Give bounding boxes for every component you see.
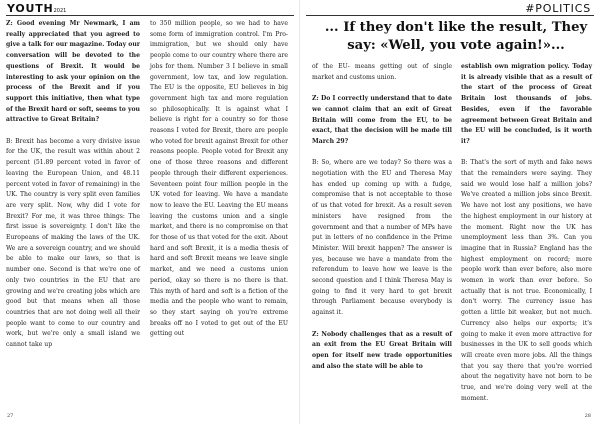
interview-question: Z: Do I correctly understand that to date we cannot claim that an exit of Great Britain will come from the EU, to be exact, that the decision will be made till March 29?	[312, 95, 452, 145]
interview-answer: to 350 million people, so we had to have some form of immigration control. I'm Pro-immigration, but we should only have people come to our country where there are jobs for them. Number 3 I believe in small government, low tax, and low regulation. The EU is the opposite, EU believes in big government high tax and more regulation so philosophically. It is against what I believe is right for a country so for those reasons I voted for Brexit, there are people who voted for brexit against Brexit for other reasons people. People voted for Brexit any one of those three reasons and different people through their different experiences. Seventeen point four million people in the UK voted for leaving. We have a mandate now to leave the EU. Leaving the EU means leaving the customs union and a single market, and there is no compromise on that for those of us that voted for the exit. About hard and soft Brexit, it is a media thesis of hard and soft Brexit means we leave single market, and we need a customs union period, okay so there is no there is that. This myth of hard and soft is a fiction of the media and the people who want to remain, so they start saying oh you're extreme breaks off no I voted to get out of the EU getting out	[150, 20, 288, 338]
interview-question: Z: Nobody challenges that as a result of an exit from the EU Great Britain will open for itself new trade opportunities and also the state will be able to	[312, 330, 452, 370]
interview-answer: of the EU- means getting out of single market and customs union.	[312, 63, 452, 81]
section-label: #POLITICS	[525, 2, 591, 15]
page-number: 27	[7, 413, 14, 419]
headline: ... If they don't like the result, They say: «Well, you vote again!»...	[324, 20, 588, 53]
header-rule	[6, 15, 294, 16]
interview-answer: B: So, where are we today? So there was a negotiation with the EU and Theresa May has ended up coming up with a fudge, compromise that is not acceptable to those of us that voted for brexit. As a result seven ministers have resigned from the government and that a number of MPs have put in letters of no confidence in the Prime Minister. Will brexit happen? The answer is yes, because we have a mandate from the referendum to leave how we leave is the second question and I think Theresa May is going to find it very hard to get brexit through Parliament because everybody is against it.	[312, 159, 452, 317]
interview-answer: B: Brexit has become a very divisive issue for the UK, the result was within about 2 percent (51.89 percent voted in favor of leaving the European Union, and 48.11 percent voted in favor of remaining) in the UK. The country is very split even families are very split. Now, why did I vote for Brexit? For me, it was three things: The first issue is sovereignty. I don't like the Europeans of making the laws of the UK. We are a sovereign country, and we should be able to make our laws, so that is number one. Second is that we're one of only two countries in the EU that are growing and we're creating jobs which are good but that means when all those countries that are not doing well all their people want to come to our country and work, but we're only a small island we cannot take up	[6, 137, 140, 349]
right-page-column-1	[312, 62, 452, 372]
interview-question: establish own migration policy. Today it is already visible that as a result of the start of the process of Great Britain lost thousands of jobs. Besides, even if the favorable agreement between Great Britain and the EU will be concluded, is it worth it?	[461, 63, 592, 145]
magazine-brand	[7, 2, 66, 15]
brand-name: YOUTH	[7, 2, 54, 15]
right-page-column-2	[461, 62, 592, 404]
right-page	[300, 0, 600, 424]
brand-year: 2021	[53, 8, 67, 14]
left-page-column-1	[6, 19, 140, 351]
left-page-column-2	[150, 19, 288, 340]
interview-question: Z: Good evening Mr Newmark, I am really appreciated that you agreed to give a talk for our magazine. Today our conversation will be devoted to the questions of Brexit. It would be interesting to ask your opinion on the process of the Brexit and if you support this initiative, then what type of the Brexit hard or soft, seems to you attractive to Great Britain?	[6, 20, 140, 124]
header-rule	[306, 15, 594, 16]
page-number: 28	[584, 413, 591, 419]
interview-answer: B: That's the sort of myth and fake news that the remainders were saying. They said we would lose half a million jobs? We've created a million jobs since Brexit. We have not lost any positions, we have the highest employment in our history at the moment. Right now the UK has unemployment less than 3%. Can you imagine that in Russia? England has the highest employment on record; more people work than ever before, also more women in work than ever before. So actually that is not true. Economically, I don't worry. The currency issue has gotten a little bit weaker, but not much. Currency also helps our exports; it's going to make it even more attractive for businesses in the UK to sell goods which will create even more jobs. All the things that you say there that you're worried about the negativity have not born to be true, and we're doing very well at the moment.	[461, 159, 592, 402]
